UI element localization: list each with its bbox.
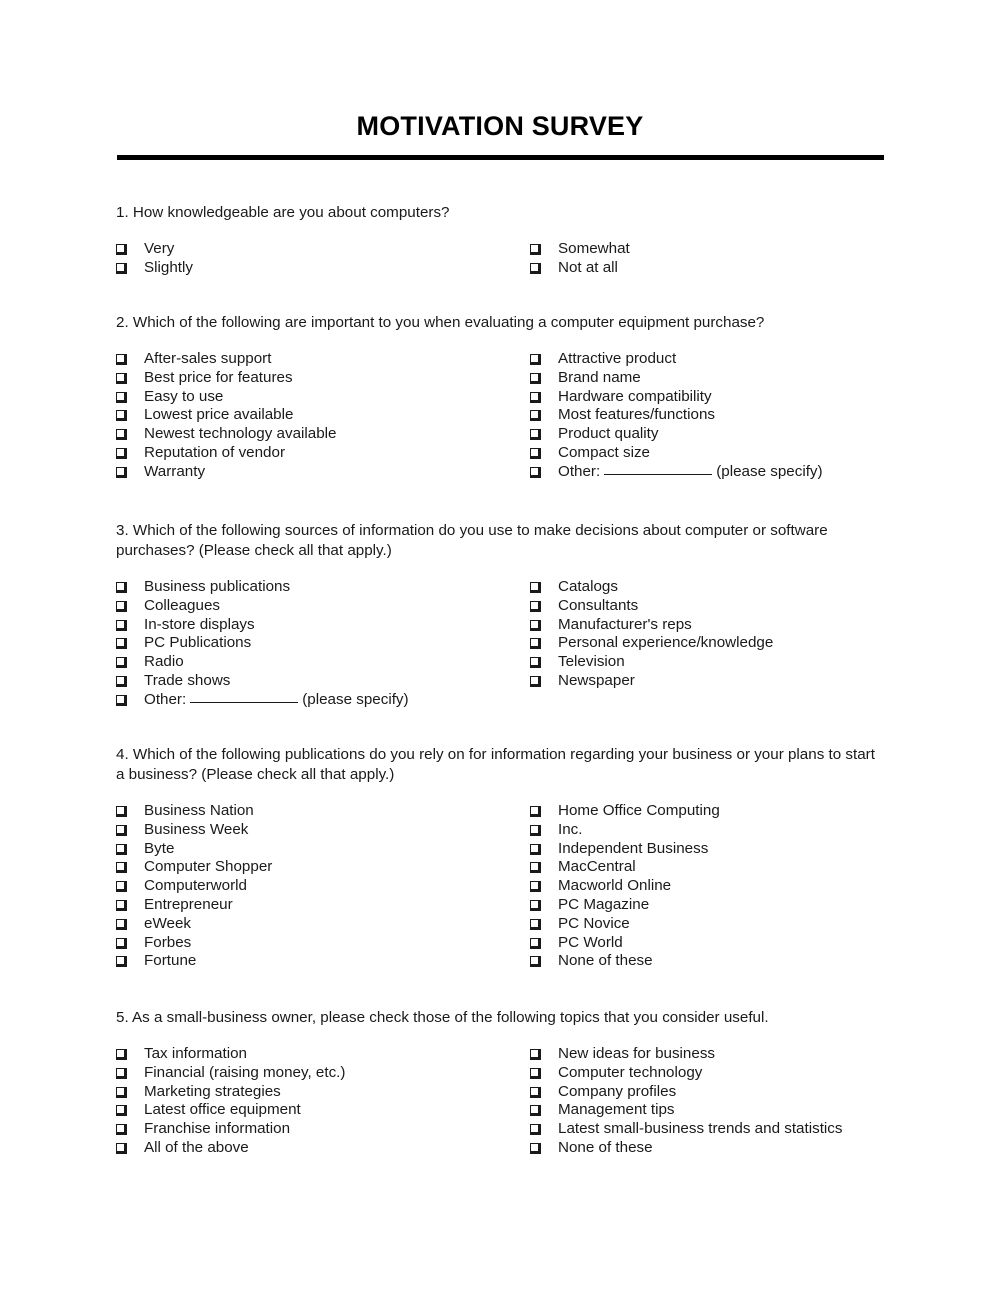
checkbox-option-pc-publications[interactable] xyxy=(116,634,536,653)
empty-checkbox-icon[interactable] xyxy=(116,1105,127,1116)
option-columns xyxy=(116,802,884,971)
empty-checkbox-icon[interactable] xyxy=(116,1068,127,1079)
checkbox-option-label: Reputation of vendor xyxy=(144,443,286,461)
checkbox-option-warranty[interactable] xyxy=(116,463,536,482)
option-column-left xyxy=(116,802,536,971)
empty-checkbox-icon[interactable] xyxy=(530,373,541,384)
please-specify-hint: (please specify) xyxy=(716,462,823,480)
checkbox-option-label: Newspaper xyxy=(558,671,635,689)
checkbox-option-label: Company profiles xyxy=(558,1082,677,1100)
empty-checkbox-icon[interactable] xyxy=(116,601,127,612)
checkbox-option-computerworld[interactable] xyxy=(116,877,536,896)
empty-checkbox-icon[interactable] xyxy=(530,601,541,612)
empty-checkbox-icon[interactable] xyxy=(530,429,541,440)
option-columns xyxy=(116,578,884,710)
empty-checkbox-icon[interactable] xyxy=(116,373,127,384)
checkbox-option-label: Best price for features xyxy=(144,368,293,386)
checkbox-option-label: Inc. xyxy=(558,820,583,838)
checkbox-option-label: eWeek xyxy=(144,914,191,932)
checkbox-option-computer-technology[interactable] xyxy=(530,1064,890,1083)
checkbox-option-label: New ideas for business xyxy=(558,1045,716,1062)
checkbox-option-pc-world[interactable] xyxy=(530,934,890,953)
checkbox-option-brand-name[interactable] xyxy=(530,369,890,388)
checkbox-option-label: Home Office Computing xyxy=(558,802,720,819)
empty-checkbox-icon[interactable] xyxy=(530,676,541,687)
checkbox-option-byte[interactable] xyxy=(116,840,536,859)
checkbox-option-label: Macworld Online xyxy=(558,877,672,895)
checkbox-option-label: Computer Shopper xyxy=(144,858,273,876)
checkbox-option-label: Television xyxy=(558,653,625,671)
empty-checkbox-icon[interactable] xyxy=(530,806,541,817)
checkbox-option-label: Forbes xyxy=(144,933,192,951)
checkbox-option-slightly[interactable] xyxy=(116,259,536,278)
empty-checkbox-icon[interactable] xyxy=(530,620,541,631)
checkbox-option-radio[interactable] xyxy=(116,653,536,672)
checkbox-option-latest-office-equipment[interactable] xyxy=(116,1101,536,1120)
checkbox-option-very[interactable] xyxy=(116,240,536,259)
checkbox-option-label: Byte xyxy=(144,839,175,857)
checkbox-option-somewhat[interactable] xyxy=(530,240,890,259)
checkbox-option-label: Other: xyxy=(558,462,601,480)
empty-checkbox-icon[interactable] xyxy=(530,263,541,274)
option-column-right xyxy=(530,1045,890,1158)
checkbox-option-best-price-for-features[interactable] xyxy=(116,369,536,388)
checkbox-option-not-at-all[interactable] xyxy=(530,259,890,278)
empty-checkbox-icon[interactable] xyxy=(530,354,541,365)
empty-checkbox-icon[interactable] xyxy=(116,1124,127,1135)
checkbox-option-reputation-of-vendor[interactable] xyxy=(116,444,536,463)
checkbox-option-none-of-these[interactable] xyxy=(530,1139,890,1158)
checkbox-option-label: PC Publications xyxy=(144,634,252,652)
checkbox-option-marketing-strategies[interactable] xyxy=(116,1083,536,1102)
checkbox-option-label: Slightly xyxy=(144,258,193,276)
option-column-right xyxy=(530,802,890,971)
checkbox-option-label: Trade shows xyxy=(144,671,231,689)
empty-checkbox-icon[interactable] xyxy=(530,881,541,892)
checkbox-option-television[interactable] xyxy=(530,653,890,672)
checkbox-option-label: Computerworld xyxy=(144,877,247,895)
checkbox-option-newspaper[interactable] xyxy=(530,672,890,691)
question-block-1 xyxy=(116,203,884,278)
checkbox-option-tax-information[interactable] xyxy=(116,1045,536,1064)
option-columns xyxy=(116,1045,884,1158)
checkbox-option-after-sales-support[interactable] xyxy=(116,350,536,369)
empty-checkbox-icon[interactable] xyxy=(530,467,541,478)
empty-checkbox-icon[interactable] xyxy=(116,919,127,930)
empty-checkbox-icon[interactable] xyxy=(116,1087,127,1098)
empty-checkbox-icon[interactable] xyxy=(530,657,541,668)
empty-checkbox-icon[interactable] xyxy=(116,938,127,949)
checkbox-option-colleagues[interactable] xyxy=(116,597,536,616)
checkbox-option-label: Warranty xyxy=(144,462,206,480)
option-column-right xyxy=(530,350,890,482)
checkbox-option-label: Brand name xyxy=(558,368,641,386)
empty-checkbox-icon[interactable] xyxy=(530,1049,541,1060)
empty-checkbox-icon[interactable] xyxy=(116,392,127,403)
checkbox-option-pc-magazine[interactable] xyxy=(530,896,890,915)
checkbox-option-other[interactable] xyxy=(116,691,536,710)
checkbox-option-in-store-displays[interactable] xyxy=(116,616,536,635)
checkbox-option-latest-small-business-trends-and-statist[interactable] xyxy=(530,1120,890,1139)
checkbox-option-label: In-store displays xyxy=(144,615,255,633)
checkbox-option-label: Franchise information xyxy=(144,1120,291,1138)
checkbox-option-label: Very xyxy=(144,240,175,257)
checkbox-option-computer-shopper[interactable] xyxy=(116,858,536,877)
checkbox-option-label: Newest technology available xyxy=(144,425,337,443)
checkbox-option-label: Lowest price available xyxy=(144,406,294,424)
checkbox-option-label: Product quality xyxy=(558,425,659,443)
checkbox-option-financial-raising-money-etc[interactable] xyxy=(116,1064,536,1083)
checkbox-option-franchise-information[interactable] xyxy=(116,1120,536,1139)
checkbox-option-home-office-computing[interactable] xyxy=(530,802,890,821)
checkbox-option-label: PC Novice xyxy=(558,914,630,932)
checkbox-option-macworld-online[interactable] xyxy=(530,877,890,896)
page-title: MOTIVATION SURVEY xyxy=(356,111,644,141)
checkbox-option-newest-technology-available[interactable] xyxy=(116,425,536,444)
empty-checkbox-icon[interactable] xyxy=(116,448,127,459)
fill-in-blank-field[interactable] xyxy=(190,691,298,703)
empty-checkbox-icon[interactable] xyxy=(116,354,127,365)
empty-checkbox-icon[interactable] xyxy=(116,467,127,478)
empty-checkbox-icon[interactable] xyxy=(530,825,541,836)
question-text: 2. Which of the following are important to you when evaluating a computer equipment purchase? xyxy=(116,314,765,331)
checkbox-option-all-of-the-above[interactable] xyxy=(116,1139,536,1158)
checkbox-option-fortune[interactable] xyxy=(116,952,536,971)
question-block-2 xyxy=(116,313,884,482)
empty-checkbox-icon[interactable] xyxy=(530,862,541,873)
empty-checkbox-icon[interactable] xyxy=(530,938,541,949)
checkbox-option-label: None of these xyxy=(558,1138,653,1156)
checkbox-option-label: Computer technology xyxy=(558,1063,703,1081)
checkbox-option-manufacturer-s-reps[interactable] xyxy=(530,616,890,635)
checkbox-option-forbes[interactable] xyxy=(116,934,536,953)
fill-in-blank-field[interactable] xyxy=(604,463,712,475)
checkbox-option-business-week[interactable] xyxy=(116,821,536,840)
empty-checkbox-icon[interactable] xyxy=(530,582,541,593)
checkbox-option-label: Business Nation xyxy=(144,802,254,819)
checkbox-option-label: Fortune xyxy=(144,952,197,970)
checkbox-option-label: Compact size xyxy=(558,443,651,461)
empty-checkbox-icon[interactable] xyxy=(116,676,127,687)
option-column-right xyxy=(530,578,890,691)
checkbox-option-label: Radio xyxy=(144,653,184,671)
checkbox-option-label: Attractive product xyxy=(558,350,677,367)
checkbox-option-none-of-these[interactable] xyxy=(530,952,890,971)
checkbox-option-lowest-price-available[interactable] xyxy=(116,406,536,425)
empty-checkbox-icon[interactable] xyxy=(116,657,127,668)
question-block-4 xyxy=(116,745,884,971)
empty-checkbox-icon[interactable] xyxy=(530,1087,541,1098)
checkbox-option-label: Somewhat xyxy=(558,240,630,257)
checkbox-option-consultants[interactable] xyxy=(530,597,890,616)
checkbox-option-hardware-compatibility[interactable] xyxy=(530,388,890,407)
option-column-left xyxy=(116,350,536,482)
checkbox-option-label: Hardware compatibility xyxy=(558,387,712,405)
checkbox-option-label: Management tips xyxy=(558,1101,675,1119)
checkbox-option-eweek[interactable] xyxy=(116,915,536,934)
checkbox-option-label: Not at all xyxy=(558,258,618,276)
checkbox-option-business-nation[interactable] xyxy=(116,802,536,821)
checkbox-option-label: Catalogs xyxy=(558,578,618,595)
checkbox-option-label: Colleagues xyxy=(144,596,220,614)
checkbox-option-label: Other: xyxy=(144,690,187,708)
option-column-left xyxy=(116,240,536,278)
checkbox-option-label: After-sales support xyxy=(144,350,272,367)
empty-checkbox-icon[interactable] xyxy=(530,844,541,855)
empty-checkbox-icon[interactable] xyxy=(116,956,127,967)
empty-checkbox-icon[interactable] xyxy=(116,582,127,593)
checkbox-option-label: Consultants xyxy=(558,596,639,614)
checkbox-option-management-tips[interactable] xyxy=(530,1101,890,1120)
empty-checkbox-icon[interactable] xyxy=(116,1049,127,1060)
empty-checkbox-icon[interactable] xyxy=(116,429,127,440)
empty-checkbox-icon[interactable] xyxy=(530,1143,541,1154)
empty-checkbox-icon[interactable] xyxy=(530,392,541,403)
checkbox-option-label: Manufacturer's reps xyxy=(558,615,692,633)
empty-checkbox-icon[interactable] xyxy=(530,410,541,421)
checkbox-option-independent-business[interactable] xyxy=(530,840,890,859)
checkbox-option-maccentral[interactable] xyxy=(530,858,890,877)
empty-checkbox-icon[interactable] xyxy=(116,881,127,892)
empty-checkbox-icon[interactable] xyxy=(116,620,127,631)
empty-checkbox-icon[interactable] xyxy=(116,806,127,817)
empty-checkbox-icon[interactable] xyxy=(530,244,541,255)
empty-checkbox-icon[interactable] xyxy=(530,638,541,649)
checkbox-option-company-profiles[interactable] xyxy=(530,1083,890,1102)
checkbox-option-catalogs[interactable] xyxy=(530,578,890,597)
checkbox-option-label: Marketing strategies xyxy=(144,1082,281,1100)
question-text: 5. As a small-business owner, please check those of the following topics that you consider useful. xyxy=(116,1009,769,1026)
title-divider xyxy=(117,155,884,160)
checkbox-option-entrepreneur[interactable] xyxy=(116,896,536,915)
question-text: 3. Which of the following sources of information do you use to make decisions about computer or software purchases? (Please check all that apply.) xyxy=(116,522,828,559)
empty-checkbox-icon[interactable] xyxy=(116,695,127,706)
empty-checkbox-icon[interactable] xyxy=(116,1143,127,1154)
question-block-3 xyxy=(116,521,884,710)
option-columns xyxy=(116,240,884,278)
empty-checkbox-icon[interactable] xyxy=(530,900,541,911)
option-column-left xyxy=(116,578,536,710)
option-column-left xyxy=(116,1045,536,1158)
question-text: 1. How knowledgeable are you about computers? xyxy=(116,204,450,221)
empty-checkbox-icon[interactable] xyxy=(116,825,127,836)
checkbox-option-business-publications[interactable] xyxy=(116,578,536,597)
checkbox-option-pc-novice[interactable] xyxy=(530,915,890,934)
checkbox-option-label: Business publications xyxy=(144,578,291,595)
checkbox-option-label: Entrepreneur xyxy=(144,895,233,913)
question-text: 4. Which of the following publications do you rely on for information regarding your business or your plans to start a business? (Please check all that apply.) xyxy=(116,746,875,783)
checkbox-option-label: All of the above xyxy=(144,1138,249,1156)
empty-checkbox-icon[interactable] xyxy=(530,1068,541,1079)
empty-checkbox-icon[interactable] xyxy=(530,448,541,459)
checkbox-option-easy-to-use[interactable] xyxy=(116,388,536,407)
checkbox-option-label: MacCentral xyxy=(558,858,636,876)
checkbox-option-label: Latest small-business trends and statistics xyxy=(558,1120,843,1138)
empty-checkbox-icon[interactable] xyxy=(116,844,127,855)
checkbox-option-attractive-product[interactable] xyxy=(530,350,890,369)
option-column-right xyxy=(530,240,890,278)
checkbox-option-inc[interactable] xyxy=(530,821,890,840)
empty-checkbox-icon[interactable] xyxy=(530,919,541,930)
checkbox-option-label: Independent Business xyxy=(558,839,709,857)
empty-checkbox-icon[interactable] xyxy=(530,1105,541,1116)
checkbox-option-label: PC World xyxy=(558,933,623,951)
empty-checkbox-icon[interactable] xyxy=(116,244,127,255)
checkbox-option-trade-shows[interactable] xyxy=(116,672,536,691)
checkbox-option-label: Financial (raising money, etc.) xyxy=(144,1063,346,1081)
checkbox-option-label: Most features/functions xyxy=(558,406,716,424)
please-specify-hint: (please specify) xyxy=(302,690,409,708)
question-block-5 xyxy=(116,1008,884,1158)
checkbox-option-label: PC Magazine xyxy=(558,895,650,913)
empty-checkbox-icon[interactable] xyxy=(530,956,541,967)
empty-checkbox-icon[interactable] xyxy=(116,900,127,911)
checkbox-option-personal-experience-knowledge[interactable] xyxy=(530,634,890,653)
checkbox-option-compact-size[interactable] xyxy=(530,444,890,463)
checkbox-option-label: Business Week xyxy=(144,820,249,838)
checkbox-option-new-ideas-for-business[interactable] xyxy=(530,1045,890,1064)
checkbox-option-other[interactable] xyxy=(530,463,950,482)
checkbox-option-label: Latest office equipment xyxy=(144,1101,301,1119)
checkbox-option-most-features-functions[interactable] xyxy=(530,406,890,425)
checkbox-option-label: None of these xyxy=(558,952,653,970)
option-columns xyxy=(116,350,884,482)
empty-checkbox-icon[interactable] xyxy=(116,410,127,421)
checkbox-option-label: Easy to use xyxy=(144,387,224,405)
checkbox-option-label: Personal experience/knowledge xyxy=(558,634,774,652)
empty-checkbox-icon[interactable] xyxy=(116,862,127,873)
empty-checkbox-icon[interactable] xyxy=(530,1124,541,1135)
checkbox-option-label: Tax information xyxy=(144,1045,247,1062)
empty-checkbox-icon[interactable] xyxy=(116,638,127,649)
empty-checkbox-icon[interactable] xyxy=(116,263,127,274)
checkbox-option-product-quality[interactable] xyxy=(530,425,890,444)
